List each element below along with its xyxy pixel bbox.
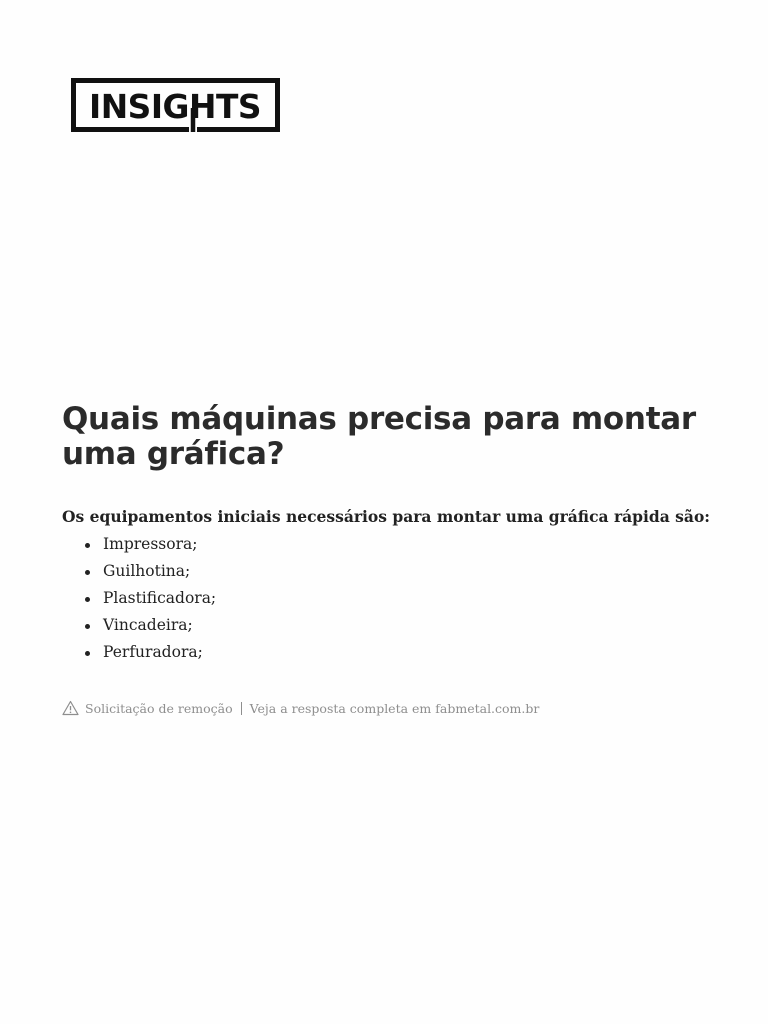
list-item: [62, 531, 742, 558]
list-item: [62, 612, 742, 639]
answer-list: [62, 531, 742, 666]
insights-logo[interactable]: [71, 78, 280, 132]
list-item-text: Perfuradora;: [103, 643, 203, 661]
full-answer-link[interactable]: Veja a resposta completa em fabmetal.com.br: [249, 700, 540, 716]
question-title: Quais máquinas precisa para montar uma gráfica?: [62, 401, 696, 472]
list-item-text: Impressora;: [103, 535, 198, 553]
bullet-icon: [85, 597, 90, 602]
list-item-text: Plastificadora;: [103, 589, 217, 607]
bullet-icon: [85, 543, 90, 548]
list-item-text: Guilhotina;: [103, 562, 191, 580]
answer-lead-highlight: montar uma gráfica: [436, 507, 609, 526]
answer-lead: [62, 505, 742, 529]
logo-text: INSIGHTS: [89, 87, 261, 126]
list-item-text: Vincadeira;: [103, 616, 193, 634]
answer-block: [62, 505, 742, 666]
answer-lead-suffix: rápida são:: [608, 507, 711, 526]
answer-footer: [62, 700, 539, 716]
answer-lead-prefix: Os equipamentos iniciais necessários para: [62, 507, 437, 526]
list-item: [62, 639, 742, 666]
list-item: [62, 585, 742, 612]
footer-divider: [241, 702, 242, 715]
bullet-icon: [85, 651, 90, 656]
list-item: [62, 558, 742, 585]
bullet-icon: [85, 624, 90, 629]
removal-request-link[interactable]: Solicitação de remoção: [85, 700, 233, 716]
warning-triangle-icon: [62, 700, 79, 716]
bullet-icon: [85, 570, 90, 575]
